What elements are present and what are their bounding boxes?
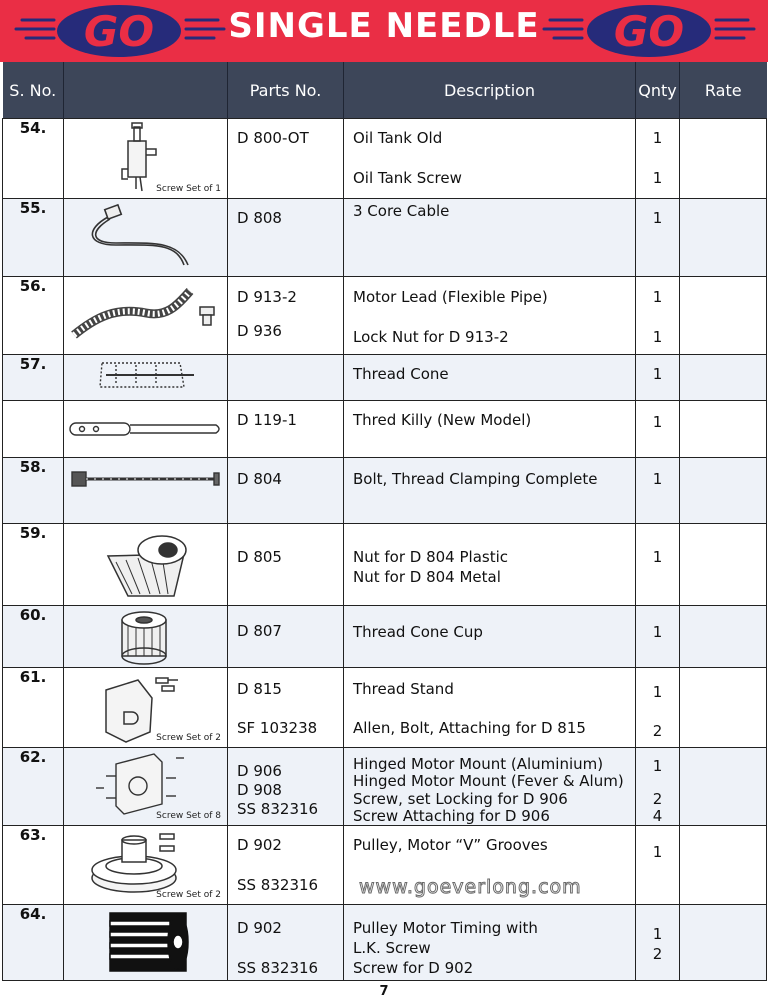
thread-killy-icon [66, 401, 226, 451]
row-rate-cell [680, 401, 767, 458]
description-line: Bolt, Thread Clamping Complete [353, 470, 598, 488]
row-parts-cell [228, 199, 344, 277]
description-line: Thread Cone [353, 365, 449, 383]
row-desc-cell [344, 606, 636, 668]
row-qty-cell [636, 606, 680, 668]
row-rate-cell [680, 826, 767, 905]
quantity: 1 [652, 757, 663, 775]
table-row [3, 905, 767, 981]
row-desc-cell [344, 277, 636, 355]
col-header-sno: S. No. [3, 62, 64, 119]
part-number: D 119-1 [237, 411, 297, 429]
row-image-cell [64, 355, 228, 401]
row-sno: 63. [3, 826, 64, 905]
table-row [3, 748, 767, 826]
row-desc-cell [344, 199, 636, 277]
logo-text: GO [83, 7, 155, 56]
col-header-parts-no: Parts No. [228, 62, 344, 119]
row-image-cell [64, 668, 228, 748]
part-number: D 807 [237, 622, 282, 640]
timing-pulley-icon [66, 905, 226, 977]
table-row [3, 277, 767, 355]
page-title: SINGLE NEEDLE [228, 6, 540, 46]
page-number: 7 [379, 984, 389, 999]
row-sno: 58. [3, 458, 64, 524]
thread-cone-icon [66, 355, 226, 395]
row-desc-cell [344, 458, 636, 524]
row-qty-cell [636, 119, 680, 199]
table-row [3, 606, 767, 668]
col-header-rate: Rate [680, 62, 767, 119]
row-rate-cell [680, 748, 767, 826]
cone-nut-icon [66, 524, 226, 604]
description-line: Oil Tank Old [353, 129, 443, 147]
row-parts-cell [228, 606, 344, 668]
description-line: Screw for D 902 [353, 959, 474, 977]
row-image-cell [64, 119, 228, 199]
quantity: 2 [652, 722, 663, 740]
row-rate-cell [680, 199, 767, 277]
row-sno: 55. [3, 199, 64, 277]
table-header-row [3, 62, 767, 119]
row-rate-cell [680, 119, 767, 199]
row-qty-cell [636, 277, 680, 355]
row-sno: 61. [3, 668, 64, 748]
clamping-bolt-icon [66, 458, 226, 498]
row-sno: 54. [3, 119, 64, 199]
quantity: 1 [652, 843, 663, 861]
col-header-image [64, 62, 228, 119]
quantity: 1 [652, 365, 663, 383]
row-parts-cell [228, 355, 344, 401]
row-sno: 60. [3, 606, 64, 668]
part-number: D 908 [237, 781, 282, 799]
table-row [3, 668, 767, 748]
part-number: D 902 [237, 919, 282, 937]
quantity: 2 [652, 790, 663, 808]
speed-lines-icon [542, 12, 586, 48]
col-header-qnty: Qnty [636, 62, 680, 119]
table-row [3, 355, 767, 401]
row-image-cell [64, 606, 228, 668]
row-desc-cell [344, 748, 636, 826]
description-line: L.K. Screw [353, 939, 431, 957]
row-sno: 59. [3, 524, 64, 606]
header-banner [0, 0, 768, 62]
row-parts-cell [228, 668, 344, 748]
row-desc-cell [344, 668, 636, 748]
quantity: 1 [652, 169, 663, 187]
table-row [3, 524, 767, 606]
row-image-cell [64, 826, 228, 905]
quantity: 1 [652, 288, 663, 306]
part-number: SS 832316 [237, 800, 319, 818]
row-desc-cell [344, 355, 636, 401]
row-parts-cell [228, 119, 344, 199]
description-line: Thread Stand [353, 680, 454, 698]
description-line: Nut for D 804 Plastic [353, 548, 509, 566]
row-qty-cell [636, 748, 680, 826]
description-line: Hinged Motor Mount (Fever & Alum) [353, 772, 624, 790]
quantity: 1 [652, 683, 663, 701]
part-number: SF 103238 [237, 719, 318, 737]
row-image-cell [64, 748, 228, 826]
row-rate-cell [680, 277, 767, 355]
quantity: 1 [652, 413, 663, 431]
row-qty-cell [636, 826, 680, 905]
screw-set-caption: Screw Set of 1 [156, 184, 221, 194]
row-desc-cell [344, 119, 636, 199]
flexible-pipe-icon [66, 277, 226, 353]
part-number: D 913-2 [237, 288, 297, 306]
row-sno [3, 401, 64, 458]
description-line: 3 Core Cable [353, 202, 450, 220]
row-parts-cell [228, 748, 344, 826]
description-line: Pulley, Motor “V” Grooves [353, 836, 548, 854]
quantity: 1 [652, 623, 663, 641]
description-line: Lock Nut for D 913-2 [353, 328, 509, 346]
logo-text: GO [613, 7, 685, 56]
parts-table [2, 62, 767, 981]
row-rate-cell [680, 355, 767, 401]
row-qty-cell [636, 668, 680, 748]
table-row [3, 458, 767, 524]
go-logo-right [586, 4, 712, 58]
row-desc-cell [344, 401, 636, 458]
row-image-cell [64, 905, 228, 981]
row-parts-cell [228, 826, 344, 905]
part-number: D 902 [237, 836, 282, 854]
row-sno: 56. [3, 277, 64, 355]
row-qty-cell [636, 401, 680, 458]
row-parts-cell [228, 524, 344, 606]
row-image-cell [64, 458, 228, 524]
row-image-cell [64, 199, 228, 277]
quantity: 1 [652, 548, 663, 566]
row-sno: 57. [3, 355, 64, 401]
part-number: D 808 [237, 209, 282, 227]
row-parts-cell [228, 401, 344, 458]
part-number: D 936 [237, 322, 282, 340]
quantity: 1 [652, 129, 663, 147]
quantity: 1 [652, 470, 663, 488]
row-parts-cell [228, 905, 344, 981]
quantity: 4 [652, 807, 663, 825]
row-qty-cell [636, 524, 680, 606]
row-image-cell [64, 524, 228, 606]
row-sno: 64. [3, 905, 64, 981]
row-desc-cell [344, 905, 636, 981]
table-row [3, 401, 767, 458]
part-number: D 805 [237, 548, 282, 566]
table-row [3, 119, 767, 199]
screw-set-caption: Screw Set of 8 [156, 811, 221, 821]
description-line: Screw, set Locking for D 906 [353, 790, 568, 808]
description-line: Oil Tank Screw [353, 169, 462, 187]
part-number: D 800-OT [237, 129, 309, 147]
row-qty-cell [636, 355, 680, 401]
row-rate-cell [680, 606, 767, 668]
description-line: Thread Cone Cup [353, 623, 483, 641]
table-row [3, 199, 767, 277]
row-parts-cell [228, 458, 344, 524]
screw-set-caption: Screw Set of 2 [156, 733, 221, 743]
row-qty-cell [636, 199, 680, 277]
part-number: D 906 [237, 762, 282, 780]
part-number: D 815 [237, 680, 282, 698]
row-qty-cell [636, 905, 680, 981]
watermark: www.goeverlong.com [359, 876, 582, 898]
screw-set-caption: Screw Set of 2 [156, 890, 221, 900]
part-number: D 804 [237, 470, 282, 488]
row-rate-cell [680, 458, 767, 524]
col-header-description: Description [344, 62, 636, 119]
description-line: Hinged Motor Mount (Aluminium) [353, 755, 604, 773]
part-number: SS 832316 [237, 876, 319, 894]
row-rate-cell [680, 524, 767, 606]
quantity: 1 [652, 925, 663, 943]
quantity: 1 [652, 209, 663, 227]
cable-icon [66, 199, 226, 275]
description-line: Nut for D 804 Metal [353, 568, 501, 586]
description-line: Motor Lead (Flexible Pipe) [353, 288, 548, 306]
quantity: 1 [652, 328, 663, 346]
row-image-cell [64, 401, 228, 458]
row-rate-cell [680, 905, 767, 981]
row-qty-cell [636, 458, 680, 524]
row-rate-cell [680, 668, 767, 748]
row-image-cell [64, 277, 228, 355]
row-desc-cell [344, 524, 636, 606]
description-line: Allen, Bolt, Attaching for D 815 [353, 719, 586, 737]
description-line: Thred Killy (New Model) [353, 411, 532, 429]
speed-lines-icon [712, 12, 756, 48]
description-line: Pulley Motor Timing with [353, 919, 538, 937]
description-line: Screw Attaching for D 906 [353, 807, 550, 825]
row-parts-cell [228, 277, 344, 355]
quantity: 2 [652, 945, 663, 963]
row-sno: 62. [3, 748, 64, 826]
part-number: SS 832316 [237, 959, 319, 977]
cone-cup-icon [66, 606, 226, 666]
